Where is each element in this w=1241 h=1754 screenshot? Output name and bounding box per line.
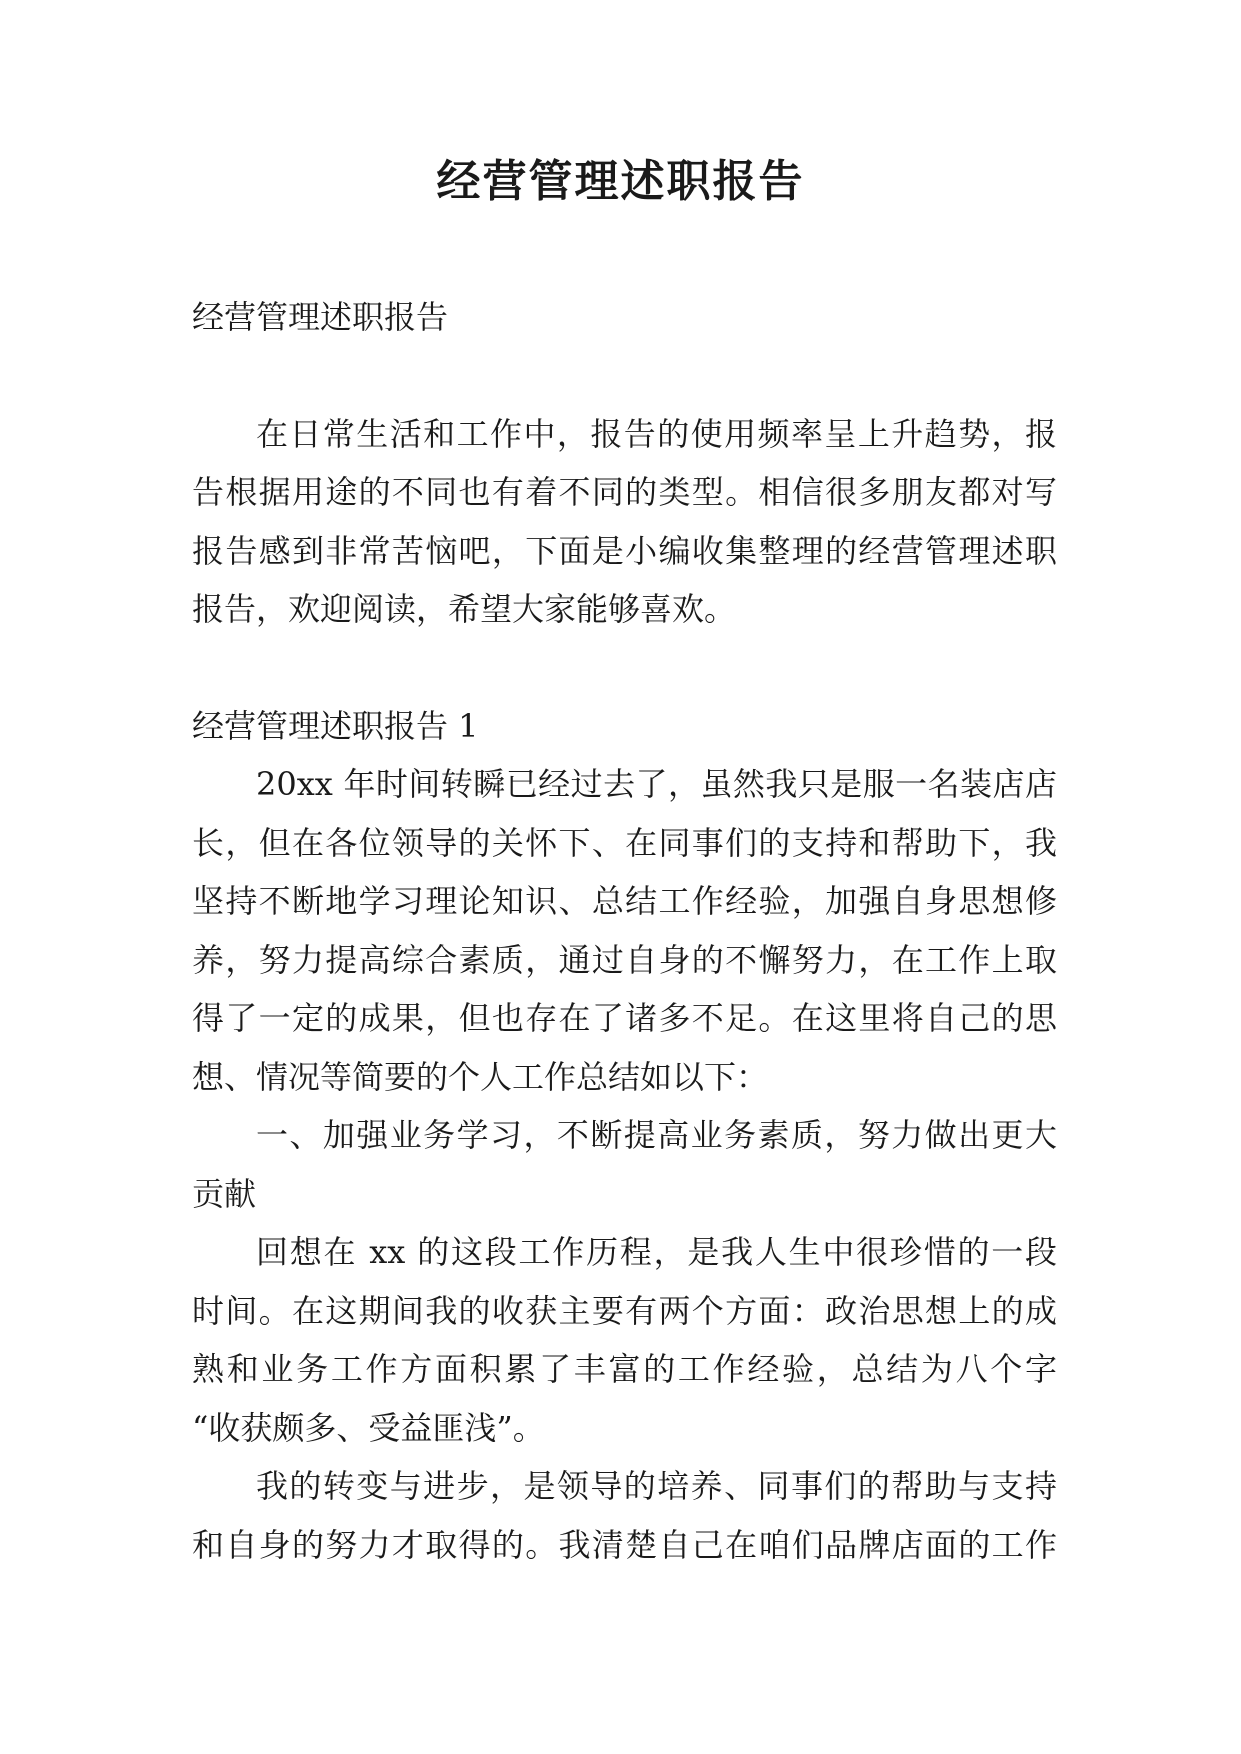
paragraph-line: 我的转变与进步，是领导的培养、同事们的帮助与支持 xyxy=(256,1467,1057,1505)
intro-line: 在日常生活和工作中，报告的使用频率呈上升趋势，报 xyxy=(256,414,1057,453)
paragraph-gap xyxy=(192,639,1057,697)
intro-paragraph xyxy=(192,405,1057,639)
paragraph-line: 熟和业务工作方面积累了丰富的工作经验，总结为八个字 xyxy=(192,1350,1057,1388)
paragraph-line: 20xx 年时间转瞬已经过去了，虽然我只是服一名装店店 xyxy=(256,765,1057,803)
paragraph-3 xyxy=(192,1457,1057,1574)
paragraph-line: 坚持不断地学习理论知识、总结工作经验，加强自身思想修 xyxy=(192,882,1057,920)
intro-line: 告根据用途的不同也有着不同的类型。相信很多朋友都对写 xyxy=(192,473,1057,511)
point-line: 贡献 xyxy=(192,1174,257,1213)
paragraph-line: 和自身的努力才取得的。我清楚自己在咱们品牌店面的工作 xyxy=(192,1525,1057,1564)
paragraph-1 xyxy=(192,755,1057,1106)
document-subtitle: 经营管理述职报告 xyxy=(192,298,449,336)
paragraph-line: 长，但在各位领导的关怀下、在同事们的支持和帮助下，我 xyxy=(192,823,1057,862)
paragraph-gap xyxy=(192,347,1057,405)
point-1 xyxy=(192,1106,1057,1223)
paragraph-line: 回想在 xx 的这段工作历程，是我人生中很珍惜的一段 xyxy=(256,1233,1057,1271)
intro-line: 报告，欢迎阅读，希望大家能够喜欢。 xyxy=(192,590,737,628)
point-line: 一、加强业务学习，不断提高业务素质，努力做出更大 xyxy=(256,1116,1057,1154)
section-heading: 经营管理述职报告 1 xyxy=(192,706,479,745)
document-title: 经营管理述职报告 xyxy=(436,156,805,207)
paragraph-line: 想、情况等简要的个人工作总结如以下： xyxy=(192,1057,769,1096)
paragraph-line: “收获颇多、受益匪浅”。 xyxy=(192,1408,545,1447)
paragraph-line: 养，努力提高综合素质，通过自身的不懈努力，在工作上取 xyxy=(192,940,1057,979)
intro-line: 报告感到非常苦恼吧，下面是小编收集整理的经营管理述职 xyxy=(192,531,1057,570)
paragraph-line: 时间。在这期间我的收获主要有两个方面：政治思想上的成 xyxy=(192,1291,1057,1330)
document-body xyxy=(192,288,1057,1574)
paragraph-line: 得了一定的成果，但也存在了诸多不足。在这里将自己的思 xyxy=(192,999,1057,1037)
paragraph-2 xyxy=(192,1223,1057,1457)
